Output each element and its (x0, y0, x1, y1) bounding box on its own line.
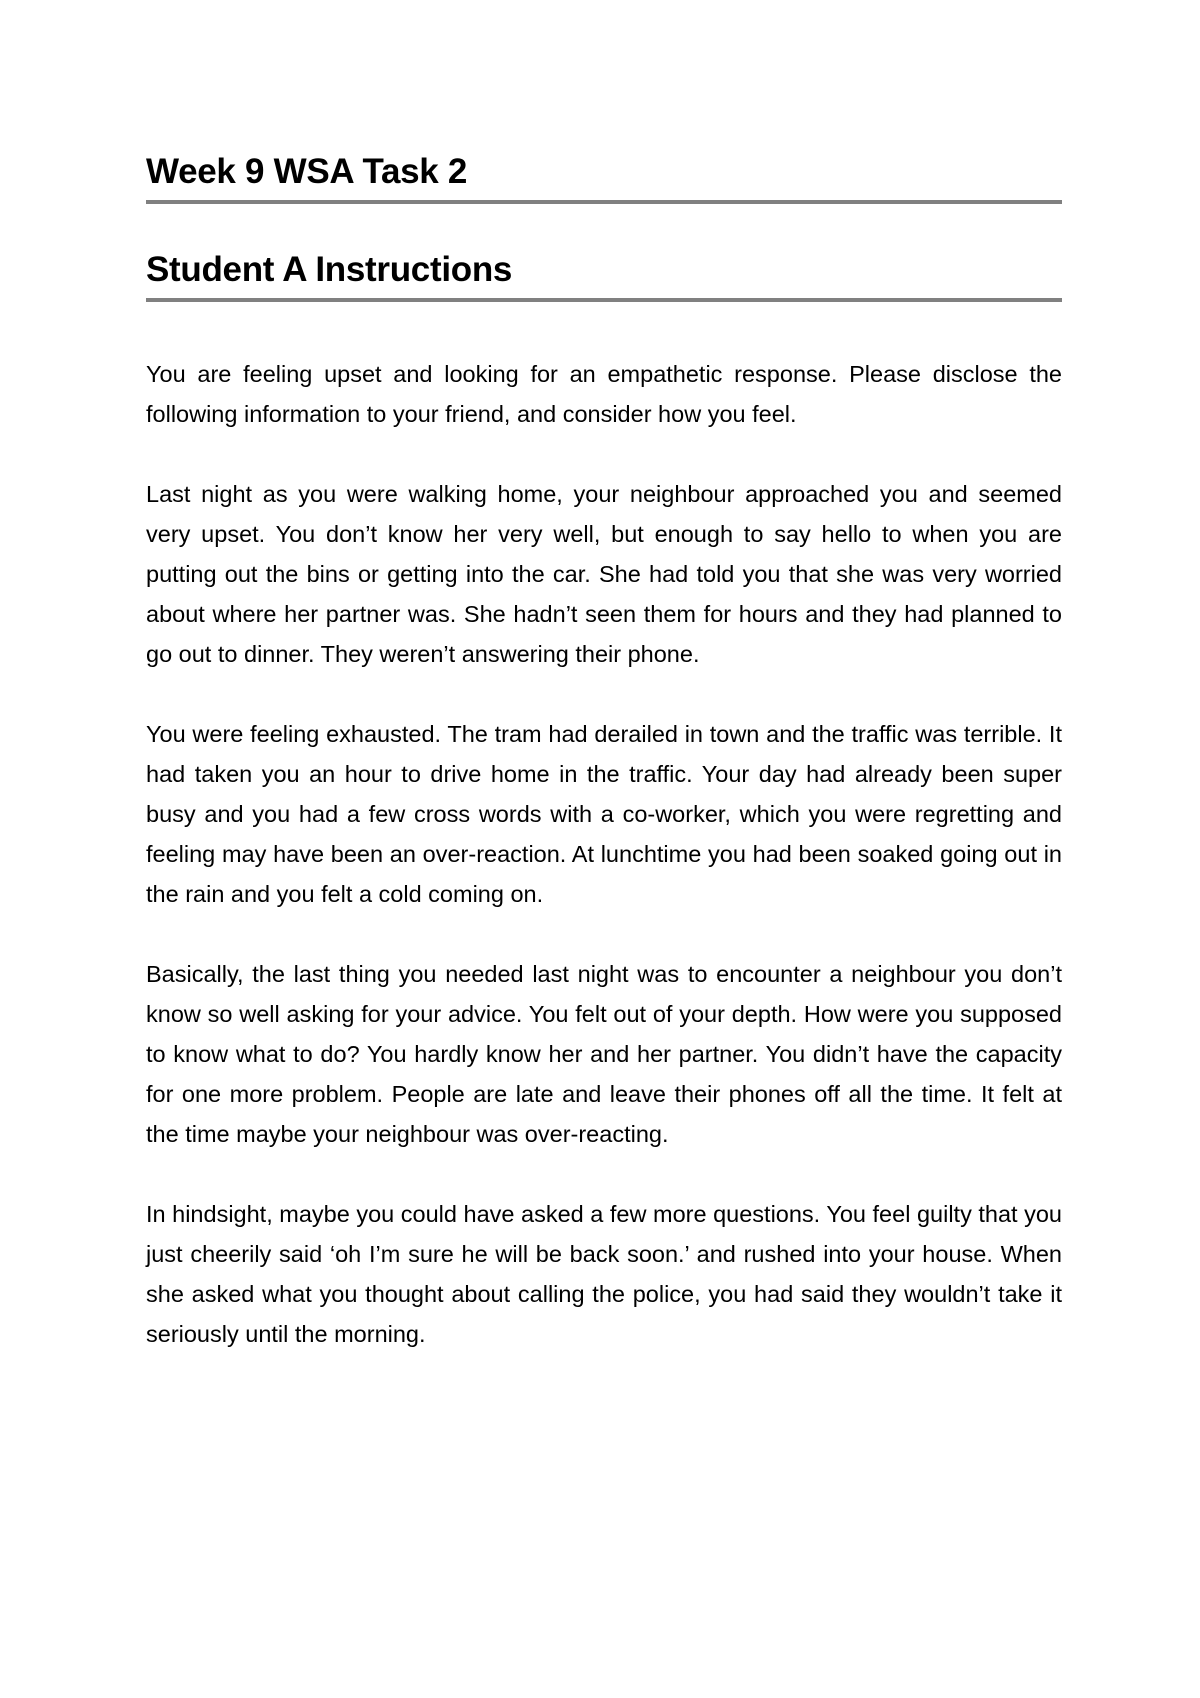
title-divider (146, 200, 1062, 204)
document-page (146, 150, 1062, 1394)
paragraph-basically: Basically, the last thing you needed last night was to encounter a neighbour you don’t know so well asking for your advice. You felt out of your depth. How were you supposed to know what to do? You hardly know her and her partner. You didn’t have the capacity for one more problem. People are late and leave their phones off all the time. It felt at the time maybe your neighbour was over-reacting. (146, 961, 1062, 1147)
paragraph-intro: You are feeling upset and looking for an empathetic response. Please disclose the following information to your friend, and consider how you feel. (146, 361, 1062, 427)
paragraph-last-night: Last night as you were walking home, your neighbour approached you and seemed very upset. You don’t know her very well, but enough to say hello to when you are putting out the bins or getting into the car. She had told you that she was very worried about where her partner was. She hadn’t seen them for hours and they had planned to go out to dinner. They weren’t answering their phone. (146, 481, 1062, 667)
section-divider (146, 298, 1062, 302)
paragraph-hindsight: In hindsight, maybe you could have asked a few more questions. You feel guilty that you just cheerily said ‘oh I’m sure he will be back soon.’ and rushed into your house. When she asked what you thought about calling the police, you had said they wouldn’t take it seriously until the morning. (146, 1201, 1062, 1347)
document-title: Week 9 WSA Task 2 (146, 152, 468, 191)
section-heading: Student A Instructions (146, 250, 513, 289)
paragraph-exhausted: You were feeling exhausted. The tram had derailed in town and the traffic was terrible. It had taken you an hour to drive home in the traffic. Your day had already been super busy and you had a few cross words with a co-worker, which you were regretting and feeling may have been an over-reaction. At lunchtime you had been soaked going out in the rain and you felt a cold coming on. (146, 721, 1062, 907)
